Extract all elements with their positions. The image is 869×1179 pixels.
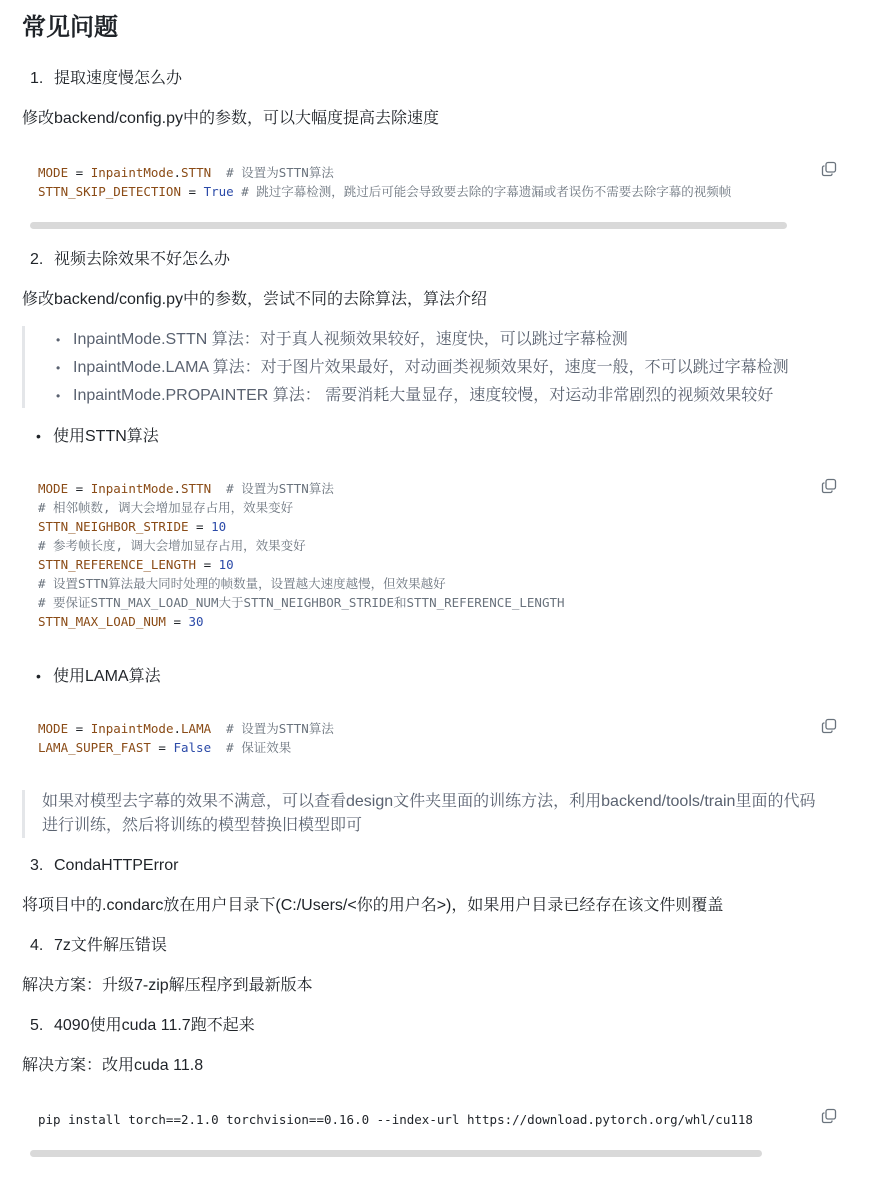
page-title: 常见问题: [22, 14, 118, 41]
list-number: 4.: [30, 937, 44, 954]
list-number: 2.: [30, 251, 44, 268]
answer-1: 修改backend/config.py中的参数，可以大幅度提高去除速度: [22, 110, 439, 127]
code-line: MODE = InpaintMode.STTN # 设置为STTN算法: [38, 165, 334, 180]
lama-heading: • 使用LAMA算法: [36, 668, 161, 685]
sttn-heading: • 使用STTN算法: [36, 428, 159, 445]
code-line: MODE = InpaintMode.LAMA # 设置为STTN算法: [38, 721, 334, 736]
blockquote-bar: [22, 790, 25, 838]
question-2: [30, 249, 230, 271]
answer-2: 修改backend/config.py中的参数，尝试不同的去除算法，算法介绍: [22, 291, 487, 308]
code-line: STTN_REFERENCE_LENGTH = 10: [38, 557, 234, 572]
question-title: 视频去除效果不好怎么办: [54, 251, 231, 268]
list-number: 3.: [30, 857, 44, 874]
note-line: 进行训练，然后将训练的模型替换旧模型即可: [42, 817, 363, 834]
code-comment: # 相邻帧数, 调大会增加显存占用，效果变好: [38, 500, 294, 515]
note-line: 如果对模型去字幕的效果不满意，可以查看design文件夹里面的训练方法，利用backend/tools/train里面的代码: [42, 793, 816, 810]
code-comment: # 参考帧长度, 调大会增加显存占用，效果变好: [38, 538, 306, 553]
copy-icon[interactable]: [821, 478, 837, 494]
copy-icon[interactable]: [821, 718, 837, 734]
horizontal-scrollbar[interactable]: [30, 1150, 762, 1157]
code-line: STTN_SKIP_DETECTION = True # 跳过字幕检测，跳过后可能会导致要去除的字幕遗漏或者误伤不需要去除字幕的视频帧: [38, 184, 732, 199]
code-line: STTN_NEIGHBOR_STRIDE = 10: [38, 519, 227, 534]
question-title: 7z文件解压错误: [54, 937, 167, 954]
blockquote-bar: [22, 326, 25, 408]
code-block-sttn: [22, 468, 847, 638]
copy-icon[interactable]: [821, 1108, 837, 1124]
copy-icon[interactable]: [821, 161, 837, 177]
question-1: [30, 68, 182, 90]
code-comment: # 设置STTN算法最大同时处理的帧数量，设置越大速度越慢，但效果越好: [38, 576, 446, 591]
answer-4: 解决方案：升级7-zip解压程序到最新版本: [22, 977, 313, 994]
question-title: 提取速度慢怎么办: [54, 70, 183, 87]
code-line: MODE = InpaintMode.STTN # 设置为STTN算法: [38, 481, 334, 496]
horizontal-scrollbar[interactable]: [30, 222, 787, 229]
question-title: 4090使用cuda 11.7跑不起来: [54, 1017, 255, 1034]
code-block-pip: [22, 1098, 847, 1158]
code-block-1: [22, 152, 847, 232]
answer-3: 将项目中的.condarc放在用户目录下(C:/Users/<你的用户名>)，如果用户目录已经存在该文件则覆盖: [22, 897, 724, 914]
answer-5: 解决方案：改用cuda 11.8: [22, 1057, 204, 1074]
list-number: 1.: [30, 70, 44, 87]
code-block-lama: [22, 708, 847, 768]
question-title: CondaHTTPError: [54, 857, 179, 874]
list-number: 5.: [30, 1017, 44, 1034]
code-line: pip install torch==2.1.0 torchvision==0.16.0 --index-url https://download.pytorch.org/whl/cu118: [38, 1112, 753, 1127]
question-4: [30, 935, 167, 957]
question-3: [30, 855, 178, 877]
algo-item: • InpaintMode.LAMA 算法：对于图片效果最好，对动画类视频效果好，速度一般，不可以跳过字幕检测: [56, 359, 789, 376]
algo-item: • InpaintMode.PROPAINTER 算法： 需要消耗大量显存，速度较慢，对运动非常剧烈的视频效果较好: [56, 387, 774, 404]
code-line: STTN_MAX_LOAD_NUM = 30: [38, 614, 204, 629]
question-5: [30, 1015, 255, 1037]
algo-item: • InpaintMode.STTN 算法：对于真人视频效果较好，速度快，可以跳过字幕检测: [56, 331, 628, 348]
code-line: LAMA_SUPER_FAST = False # 保证效果: [38, 740, 292, 755]
code-comment: # 要保证STTN_MAX_LOAD_NUM大于STTN_NEIGHBOR_STRIDE和STTN_REFERENCE_LENGTH: [38, 595, 565, 610]
